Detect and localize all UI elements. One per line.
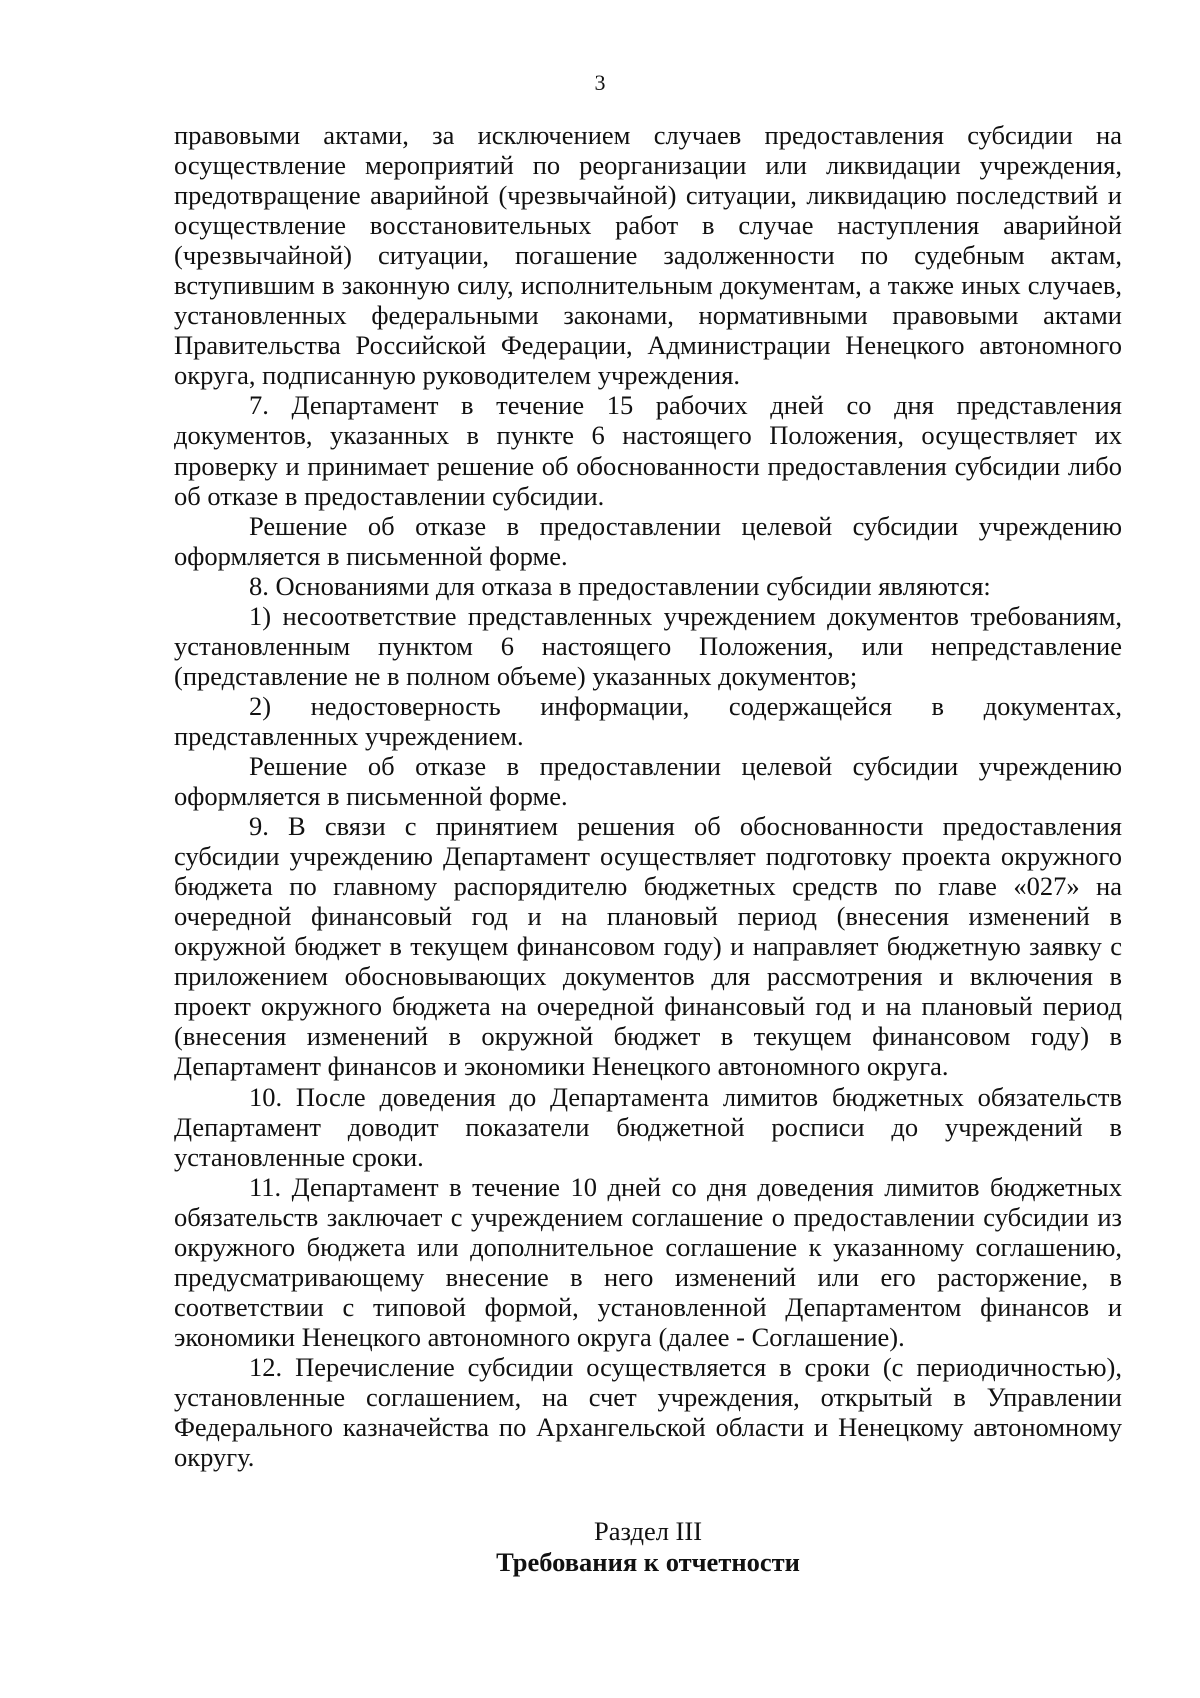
paragraph-item-12: 12. Перечисление субсидии осуществляется в сроки (с периодичностью), установленные соглашением, на счет учреждения, открытый в Управлении Федерального казначейства по Архангельской области и Ненецкому автономному округу. bbox=[174, 1351, 1122, 1473]
section-number: Раздел III bbox=[593, 1516, 703, 1546]
section-heading bbox=[174, 1516, 1122, 1578]
paragraph-item-8-1: 1) несоответствие представленных учреждением документов требованиям, установленным пунктом 6 настоящего Положения, или непредставление (представление не в полном объеме) указанных документов; bbox=[174, 600, 1122, 691]
paragraph-refusal-form: Решение об отказе в предоставлении целевой субсидии учреждению оформляется в письменной форме. bbox=[174, 510, 1122, 571]
paragraph-item-8-2: 2) недостоверность информации, содержащейся в документах, представленных учреждением. bbox=[174, 690, 1122, 751]
section-title: Требования к отчетности bbox=[496, 1547, 800, 1577]
paragraph-refusal-form-2: Решение об отказе в предоставлении целевой субсидии учреждению оформляется в письменной форме. bbox=[174, 750, 1122, 812]
document-body bbox=[174, 120, 1122, 1472]
paragraph-item-7: 7. Департамент в течение 15 рабочих дней со дня представления документов, указанных в пункте 6 настоящего Положения, осуществляет их проверку и принимает решение об обоснованности предоставления субсидии либо об отказе в предоставлении субсидии. bbox=[174, 390, 1122, 511]
paragraph-item-9: 9. В связи с принятием решения об обоснованности предоставления субсидии учреждению Департамент осуществляет подготовку проекта окружного бюджета по главному распорядителю бюджетных средств по главе «027» на очередной финансовый год и на плановый период (внесения изменений в окружной бюджет в текущем финансовом году) и направляет бюджетную заявку с приложением обосновывающих документов для рассмотрения и включения в проект окружного бюджета на очередной финансовый год и на плановый период (внесения изменений в окружной бюджет в текущем финансовом году) в Департамент финансов и экономики Ненецкого автономного округа. bbox=[174, 811, 1122, 1082]
paragraph-item-10: 10. После доведения до Департамента лимитов бюджетных обязательств Департамент доводит показатели бюджетной росписи до учреждений в установленные сроки. bbox=[174, 1081, 1122, 1172]
paragraph-item-8: 8. Основаниями для отказа в предоставлении субсидии являются: bbox=[249, 570, 991, 601]
page-number: 3 bbox=[594, 70, 606, 95]
paragraph-item-11: 11. Департамент в течение 10 дней со дня доведения лимитов бюджетных обязательств заключает с учреждением соглашение о предоставлении субсидии из окружного бюджета или дополнительное соглашение к указанному соглашению, предусматривающему внесение в него изменений или его расторжение, в соответствии с типовой формой, установленной Департаментом финансов и экономики Ненецкого автономного округа (далее - Соглашение). bbox=[174, 1171, 1122, 1352]
paragraph-continuation: правовыми актами, за исключением случаев предоставления субсидии на осуществление мероприятий по реорганизации или ликвидации учреждения, предотвращение аварийной (чрезвычайной) ситуации, ликвидацию последствий и осуществление восстановительных работ в случае наступления аварийной (чрезвычайной) ситуации, погашение задолженности по судебным актам, вступившим в законную силу, исполнительным документам, а также иных случаев, установленных федеральными законами, нормативными правовыми актами Правительства Российской Федерации, Администрации Ненецкого автономного округа, подписанную руководителем учреждения. bbox=[174, 120, 1122, 391]
